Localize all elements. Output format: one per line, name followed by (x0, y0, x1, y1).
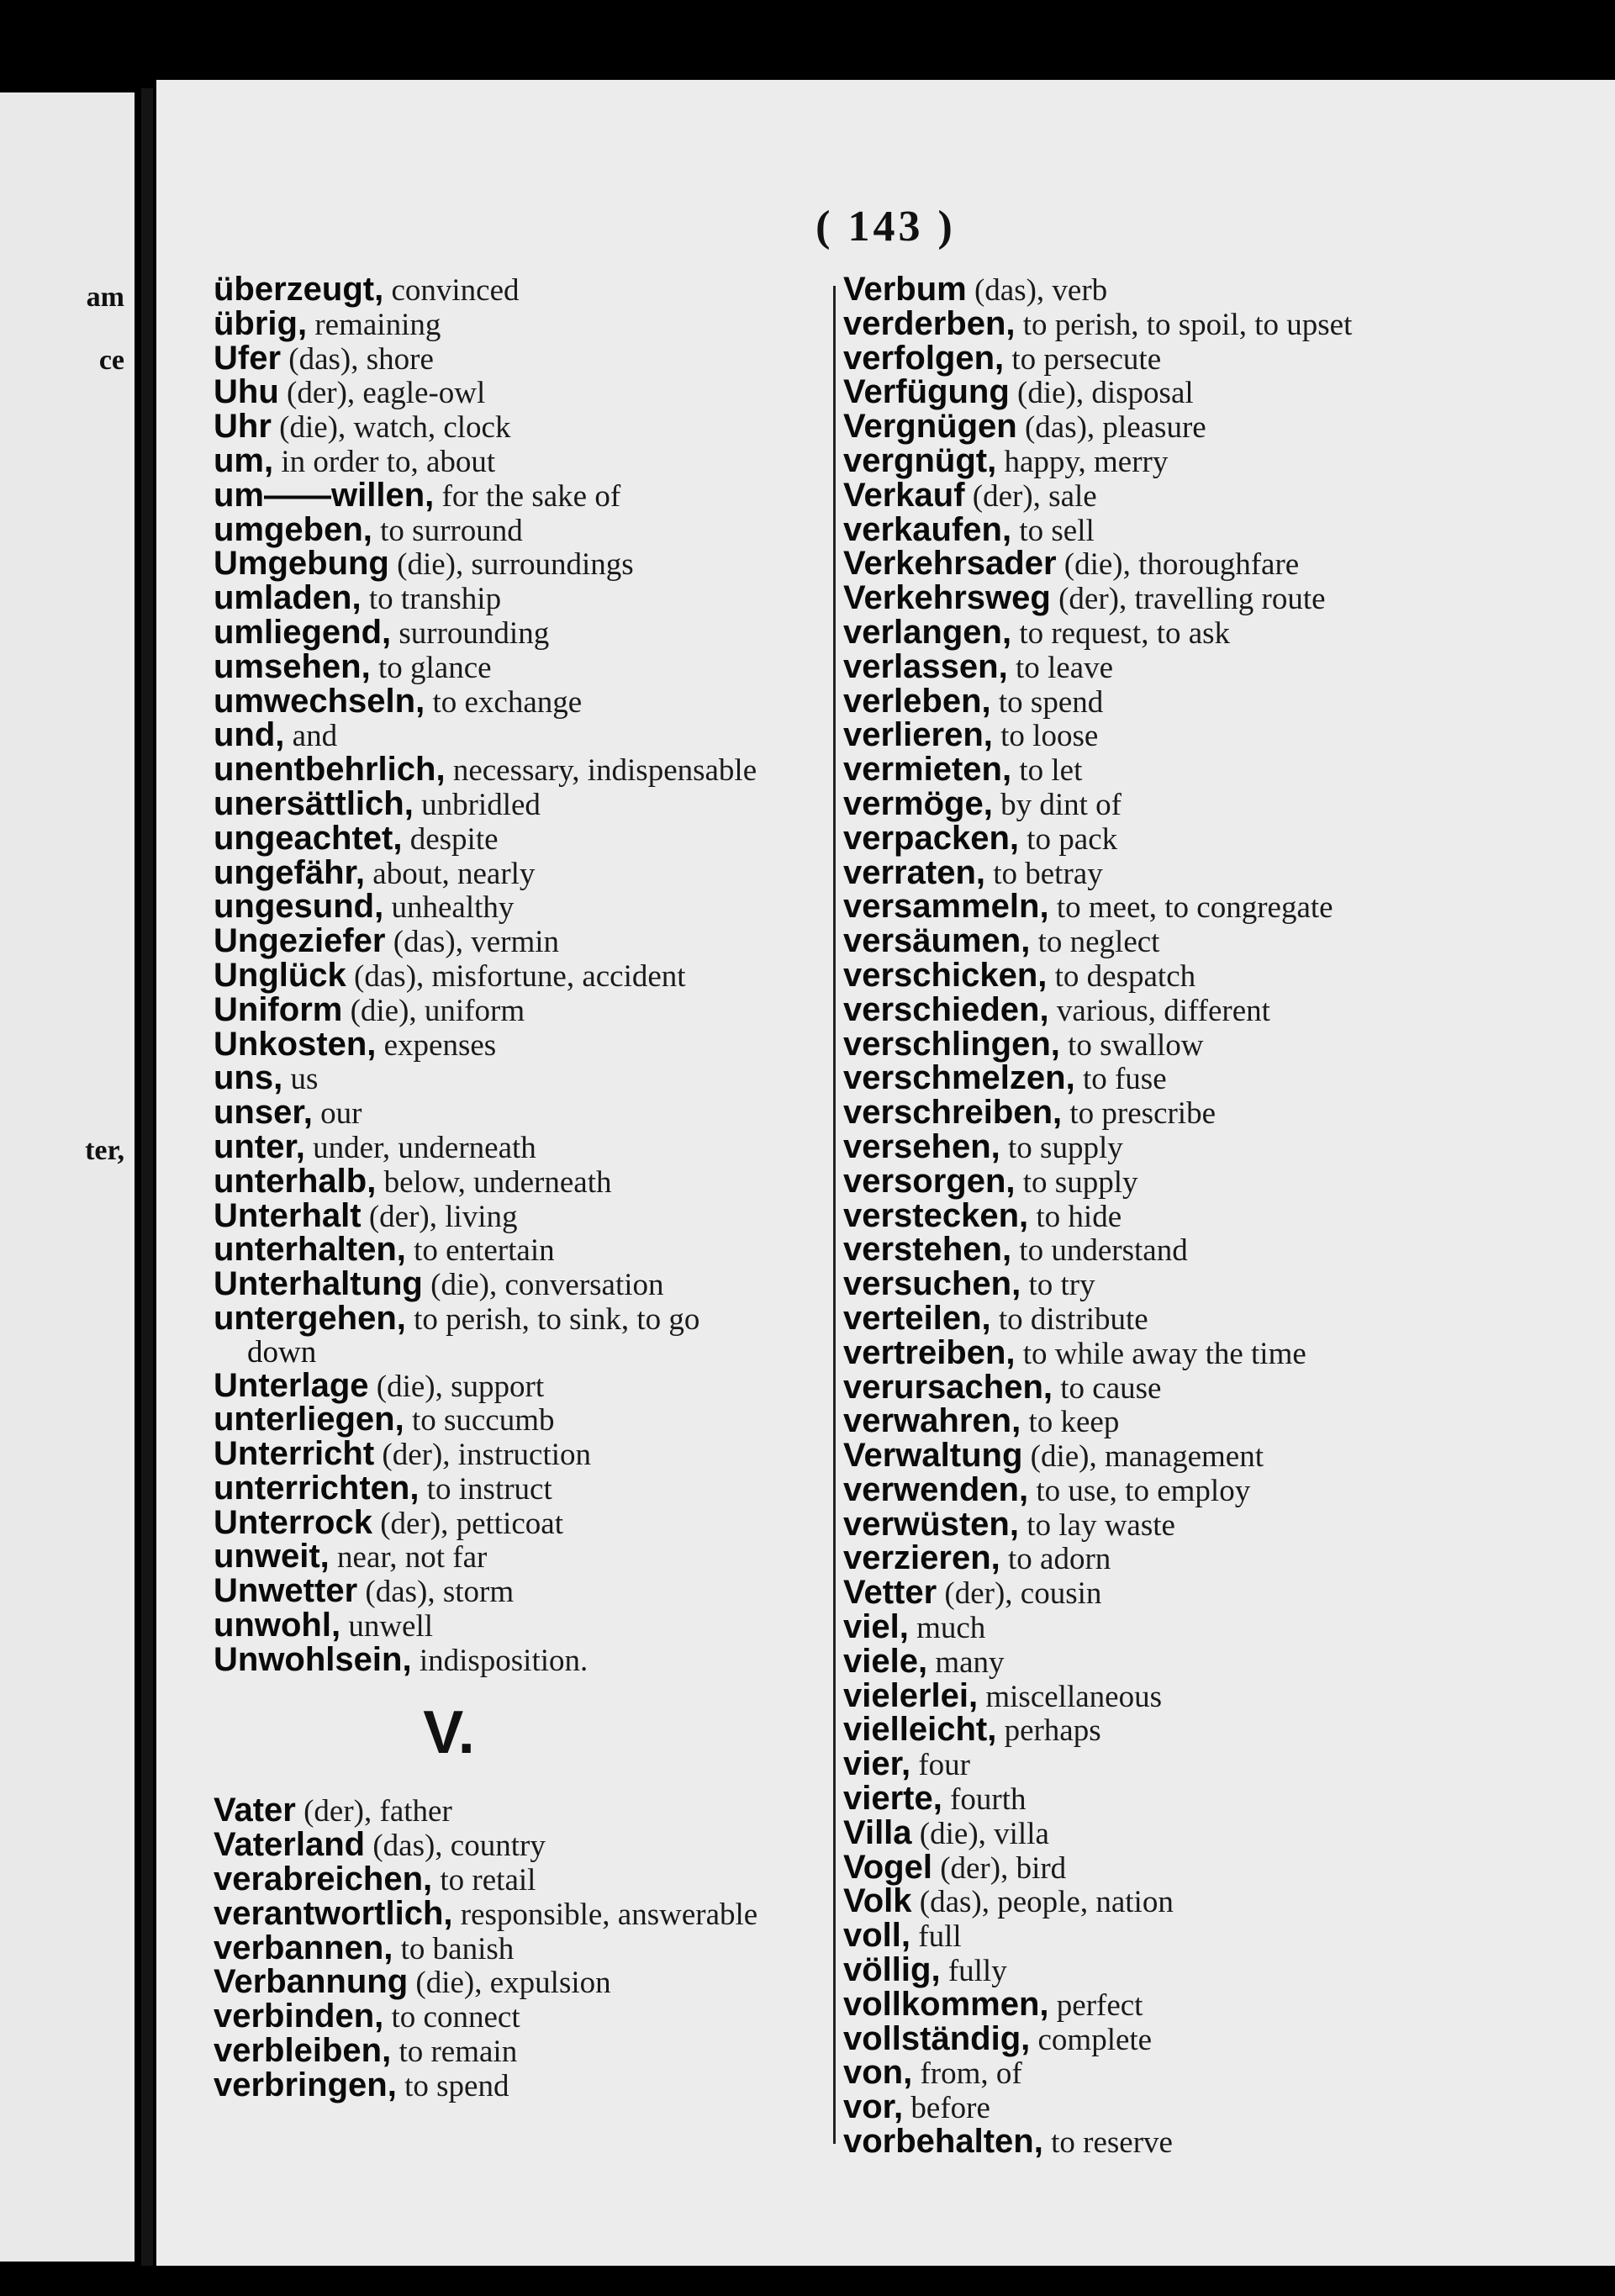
definition: to swallow (1059, 1027, 1204, 1063)
dictionary-entry (843, 1505, 1600, 1543)
dictionary-entry (843, 304, 1600, 342)
definition: to persecute (1004, 341, 1162, 377)
dictionary-entry (843, 1127, 1600, 1165)
definition: to perish, to spoil, to upset (1015, 307, 1353, 342)
definition: much (908, 1611, 986, 1646)
definition: to let (1011, 753, 1083, 789)
headword: unter, (214, 1127, 305, 1165)
dictionary-entry (843, 476, 1600, 514)
headword: verwenden, (843, 1470, 1029, 1508)
headword: verschicken, (843, 956, 1048, 994)
dictionary-entry (843, 1439, 1600, 1474)
column-right (843, 273, 1600, 2160)
headword: vielerlei, (843, 1676, 979, 1714)
definition: to request, to ask (1011, 615, 1231, 651)
definition: near, not far (329, 1540, 488, 1576)
headword: Verbum (843, 271, 967, 308)
definition: (das), vermin (385, 925, 560, 960)
headword: Vater (214, 1792, 296, 1829)
definition: unwell (340, 1609, 434, 1644)
definition: (der), cousin (937, 1576, 1102, 1612)
definition: (der), bird (932, 1850, 1067, 1886)
headword: versammeln, (843, 888, 1049, 926)
definition: to use, to employ (1028, 1473, 1251, 1508)
headword: unweit, (214, 1538, 330, 1576)
headword: vertreiben, (843, 1333, 1016, 1371)
dictionary-entry (843, 1368, 1600, 1406)
definition: to banish (393, 1931, 515, 1966)
definition: to remain (391, 2035, 518, 2070)
dictionary-entry (843, 956, 1600, 994)
definition: to betray (984, 856, 1103, 891)
headword: Vaterland (214, 1826, 366, 1864)
headword: vergnügt, (843, 441, 997, 479)
definition: (die), conversation (422, 1268, 664, 1303)
definition: for the sake of (434, 478, 621, 514)
definition: to meet, to congregate (1048, 890, 1333, 926)
definition: to cause (1053, 1370, 1162, 1406)
headword: Uhr (214, 408, 272, 446)
definition: to adorn (1000, 1542, 1111, 1577)
headword: verteilen, (843, 1299, 991, 1337)
definition: to neglect (1030, 925, 1160, 960)
definition: from, of (912, 2056, 1022, 2092)
dictionary-entry (843, 716, 1600, 754)
headword: verwüsten, (843, 1505, 1019, 1543)
dictionary-entry (843, 2088, 1600, 2126)
headword: verlieren, (843, 716, 993, 754)
dictionary-entry (843, 1676, 1600, 1714)
headword: umliegend, (214, 613, 392, 651)
headword: Ufer (214, 339, 282, 377)
headword: unwohl, (214, 1607, 341, 1644)
definition: to while away the time (1015, 1336, 1306, 1371)
definition: to perish, to sink, to go (405, 1301, 700, 1337)
dictionary-entry (843, 1299, 1600, 1337)
headword: Verfügung (843, 373, 1010, 411)
dictionary-entry (843, 2056, 1600, 2091)
dictionary-entry (843, 1059, 1600, 1097)
definition: to tranship (361, 582, 502, 617)
headword: voll, (843, 1917, 911, 1955)
headword: Villa (843, 1813, 912, 1851)
definition: (der), travelling route (1050, 582, 1326, 617)
definition: (das), misfortune, accident (346, 958, 686, 994)
dictionary-page (156, 80, 1615, 2266)
headword: verraten, (843, 853, 985, 891)
dictionary-entry (843, 579, 1600, 617)
gutter-line (141, 88, 153, 2266)
headword: verbinden, (214, 1998, 384, 2035)
headword: umwechseln, (214, 682, 425, 720)
dictionary-entry (843, 819, 1600, 857)
dictionary-entry (843, 510, 1600, 548)
headword: ungefähr, (214, 853, 366, 891)
headword: und, (214, 716, 285, 754)
definition: to reserve (1042, 2125, 1173, 2161)
headword: Unterrock (214, 1503, 372, 1541)
headword: vielleicht, (843, 1711, 997, 1749)
definition: to fuse (1074, 1062, 1167, 1097)
dictionary-entry (843, 990, 1600, 1028)
definition: surrounding (391, 615, 550, 651)
headword: verkaufen, (843, 510, 1012, 548)
headword: unterhalten, (214, 1231, 406, 1269)
headword: Uhu (214, 373, 279, 411)
definition: perfect (1048, 1987, 1143, 2023)
definition: fully (940, 1954, 1007, 1989)
definition: to loose (992, 719, 1099, 754)
definition: (der), sale (964, 478, 1097, 514)
headword: Ungeziefer (214, 922, 386, 960)
definition: to connect (383, 2000, 520, 2035)
definition: to spend (396, 2068, 509, 2103)
headword: viele, (843, 1642, 928, 1680)
dictionary-entry (843, 1985, 1600, 2023)
headword: vorbehalten, (843, 2123, 1043, 2161)
headword: verbleiben, (214, 2032, 392, 2070)
definition: (die), villa (911, 1816, 1049, 1851)
definition: to entertain (405, 1233, 555, 1269)
definition: despite (402, 821, 499, 857)
definition: to hide (1028, 1199, 1122, 1234)
dictionary-entry (843, 1848, 1600, 1886)
left-page-edge (0, 92, 135, 2262)
definition: unbridled (413, 787, 541, 822)
dictionary-entry (843, 1402, 1600, 1440)
headword: ungesund, (214, 888, 384, 926)
headword: verbringen, (214, 2066, 397, 2103)
headword: um——willen, (214, 476, 435, 514)
definition: many (927, 1644, 1005, 1680)
headword: verleben, (843, 682, 991, 720)
definition: (die), disposal (1009, 376, 1194, 411)
definition: (der), eagle-owl (278, 376, 486, 411)
definition: (das), verb (966, 273, 1108, 308)
headword: verpacken, (843, 819, 1020, 857)
dictionary-entry (843, 753, 1600, 788)
headword: unersättlich, (214, 784, 414, 822)
definition: to retail (432, 1863, 536, 1898)
dictionary-entry (843, 922, 1600, 960)
definition: (die), expulsion (408, 1966, 611, 2001)
headword: verstecken, (843, 1196, 1029, 1234)
dictionary-entry (843, 1782, 1600, 1817)
definition: by dint of (992, 787, 1122, 822)
headword: verschlingen, (843, 1025, 1060, 1063)
dictionary-entry (843, 682, 1600, 720)
headword: Unglück (214, 956, 346, 994)
headword: versäumen, (843, 922, 1031, 960)
definition: (die), watch, clock (271, 410, 511, 446)
headword: Unwetter (214, 1572, 358, 1610)
column-divider (833, 286, 836, 2144)
definition: convinced (383, 273, 520, 308)
headword: verderben, (843, 304, 1016, 342)
definition: to supply (1015, 1164, 1138, 1200)
headword: Umgebung (214, 545, 389, 583)
definition: (der), father (295, 1794, 452, 1829)
definition: under, underneath (304, 1130, 536, 1165)
definition: to succumb (404, 1403, 555, 1438)
definition: us (282, 1062, 319, 1097)
definition: to prescribe (1062, 1096, 1217, 1132)
headword: verfolgen, (843, 339, 1005, 377)
headword: unser, (214, 1094, 313, 1132)
definition: to leave (1007, 650, 1114, 685)
definition: in order to, about (273, 444, 496, 479)
definition-continuation: down (247, 1334, 317, 1370)
dictionary-entry (843, 1333, 1600, 1371)
definition: our (312, 1096, 362, 1132)
definition: below, underneath (376, 1164, 612, 1200)
definition: (das), country (365, 1829, 546, 1864)
headword: versehen, (843, 1127, 1000, 1165)
dictionary-entry (843, 2125, 1600, 2160)
definition: fourth (942, 1782, 1027, 1818)
definition: (die), thoroughfare (1056, 547, 1300, 583)
dictionary-entry (843, 1025, 1600, 1063)
headword: von, (843, 2054, 913, 2092)
headword: vierte, (843, 1780, 942, 1818)
dictionary-entry (843, 373, 1600, 411)
headword: verwahren, (843, 1402, 1021, 1440)
definition: various, different (1048, 993, 1270, 1028)
headword: umsehen, (214, 647, 371, 685)
definition: to exchange (425, 684, 583, 720)
definition: complete (1030, 2022, 1153, 2057)
headword: verantwortlich, (214, 1894, 453, 1932)
dictionary-entry (843, 1608, 1600, 1646)
headword: vermöge, (843, 784, 993, 822)
definition: to sell (1011, 513, 1095, 548)
headword: völlig, (843, 1951, 941, 1989)
dictionary-entry (843, 1713, 1600, 1748)
definition: (der), instruction (374, 1438, 592, 1473)
headword: Vergnügen (843, 408, 1017, 446)
definition: to glance (370, 650, 492, 685)
definition: to instruct (419, 1471, 552, 1507)
headword: verschreiben, (843, 1094, 1063, 1132)
definition: (das), pleasure (1016, 410, 1206, 446)
headword: vollkommen, (843, 1985, 1049, 2023)
dictionary-entry (843, 1813, 1600, 1851)
left-page-fragment: ce (98, 345, 124, 376)
definition: (die), surroundings (388, 547, 634, 583)
definition: about, nearly (365, 856, 536, 891)
dictionary-entry (843, 1196, 1600, 1234)
definition: (die), uniform (342, 993, 525, 1028)
headword: vollständig, (843, 2019, 1031, 2057)
dictionary-entry (843, 2019, 1600, 2057)
headword: viel, (843, 1608, 909, 1646)
definition: (der), petticoat (372, 1506, 563, 1541)
definition: to keep (1021, 1405, 1120, 1440)
headword: verlassen, (843, 647, 1008, 685)
headword: verschieden, (843, 990, 1049, 1028)
dictionary-entry (843, 1882, 1600, 1920)
definition: and (284, 719, 338, 754)
headword: uns, (214, 1059, 283, 1097)
definition: to surround (372, 513, 523, 548)
definition: (das), shore (281, 341, 434, 377)
definition: to distribute (990, 1301, 1148, 1337)
headword: unterrichten, (214, 1469, 420, 1507)
dictionary-entry (843, 1539, 1600, 1577)
headword: versorgen, (843, 1162, 1016, 1200)
headword: Volk (843, 1882, 912, 1920)
headword: verabreichen, (214, 1861, 433, 1898)
left-page-fragment: am (86, 282, 124, 313)
headword: verschmelzen, (843, 1059, 1075, 1097)
dictionary-entry (843, 1642, 1600, 1680)
headword: Unwohlsein, (214, 1640, 412, 1678)
page-number: ( 143 ) (815, 203, 956, 251)
definition: unhealthy (383, 890, 515, 926)
dictionary-entry (843, 1162, 1600, 1200)
headword: Unkosten, (214, 1025, 377, 1063)
headword: unterliegen, (214, 1401, 404, 1438)
headword: Unterlage (214, 1366, 369, 1404)
headword: überzeugt, (214, 271, 384, 308)
headword: um, (214, 441, 274, 479)
dictionary-entry (843, 1576, 1600, 1611)
headword: Vetter (843, 1574, 937, 1612)
dictionary-entry (843, 441, 1600, 479)
definition: (das), storm (357, 1575, 515, 1610)
headword: Verkauf (843, 476, 965, 514)
left-page-fragment: ter, (85, 1135, 124, 1166)
dictionary-entry (843, 1470, 1600, 1508)
headword: untergehen, (214, 1299, 406, 1337)
headword: Vogel (843, 1848, 932, 1886)
definition: before (903, 2091, 990, 2126)
headword: Verkehrsader (843, 545, 1057, 583)
definition: (die), support (368, 1369, 545, 1404)
definition: indisposition. (411, 1643, 588, 1678)
headword: ungeachtet, (214, 819, 403, 857)
definition: to understand (1011, 1233, 1188, 1269)
dictionary-entry (843, 1233, 1600, 1268)
dictionary-entry (843, 339, 1600, 377)
dictionary-entry (843, 1265, 1600, 1303)
definition: (das), people, nation (911, 1885, 1174, 1920)
definition: to supply (1000, 1130, 1123, 1165)
definition: expenses (376, 1027, 497, 1063)
headword: vor, (843, 2088, 904, 2126)
headword: Unterricht (214, 1435, 375, 1473)
headword: versuchen, (843, 1265, 1021, 1303)
dictionary-entry (843, 1951, 1600, 1989)
definition: to lay waste (1018, 1507, 1175, 1543)
definition: perhaps (996, 1713, 1101, 1749)
headword: verzieren, (843, 1539, 1000, 1577)
definition: to despatch (1047, 958, 1196, 994)
headword: umgeben, (214, 510, 372, 548)
headword: übrig, (214, 304, 308, 342)
dictionary-entry (843, 1919, 1600, 1954)
headword: verursachen, (843, 1368, 1053, 1406)
headword: verlangen, (843, 613, 1012, 651)
dictionary-entry (843, 1096, 1600, 1131)
section-heading-v: V. (423, 1698, 475, 1766)
definition: to spend (990, 684, 1104, 720)
headword: Unterhalt (214, 1196, 362, 1234)
definition: necessary, indispensable (445, 753, 757, 789)
definition: full (910, 1919, 962, 1955)
headword: vermieten, (843, 751, 1012, 789)
headword: verstehen, (843, 1231, 1012, 1269)
dictionary-entry (843, 784, 1600, 822)
dictionary-entry (843, 613, 1600, 651)
dictionary-entry (843, 410, 1600, 445)
definition: four (910, 1748, 970, 1783)
definition: happy, merry (996, 444, 1169, 479)
headword: Verkehrsweg (843, 579, 1051, 617)
headword: unentbehrlich, (214, 751, 446, 789)
definition: responsible, answerable (452, 1897, 758, 1932)
headword: unterhalb, (214, 1162, 377, 1200)
definition: (die), management (1022, 1439, 1264, 1475)
dictionary-entry (843, 273, 1600, 308)
headword: Uniform (214, 990, 343, 1028)
dictionary-entry (843, 547, 1600, 582)
headword: Verwaltung (843, 1437, 1023, 1475)
definition: to try (1021, 1268, 1095, 1303)
definition: miscellaneous (978, 1679, 1162, 1714)
definition: remaining (307, 307, 441, 342)
headword: verbannen, (214, 1929, 393, 1966)
headword: umladen, (214, 579, 362, 617)
dictionary-entry (843, 890, 1600, 925)
definition: (der), living (361, 1199, 518, 1234)
definition: to pack (1019, 821, 1118, 857)
dictionary-entry (843, 647, 1600, 685)
dictionary-entry (843, 1745, 1600, 1783)
headword: Verbannung (214, 1963, 409, 2001)
headword: vier, (843, 1745, 911, 1783)
headword: Unterhaltung (214, 1265, 423, 1303)
dictionary-entry (214, 1299, 802, 1370)
dictionary-entry (843, 853, 1600, 891)
entry-list-v-continued (843, 273, 1600, 2160)
